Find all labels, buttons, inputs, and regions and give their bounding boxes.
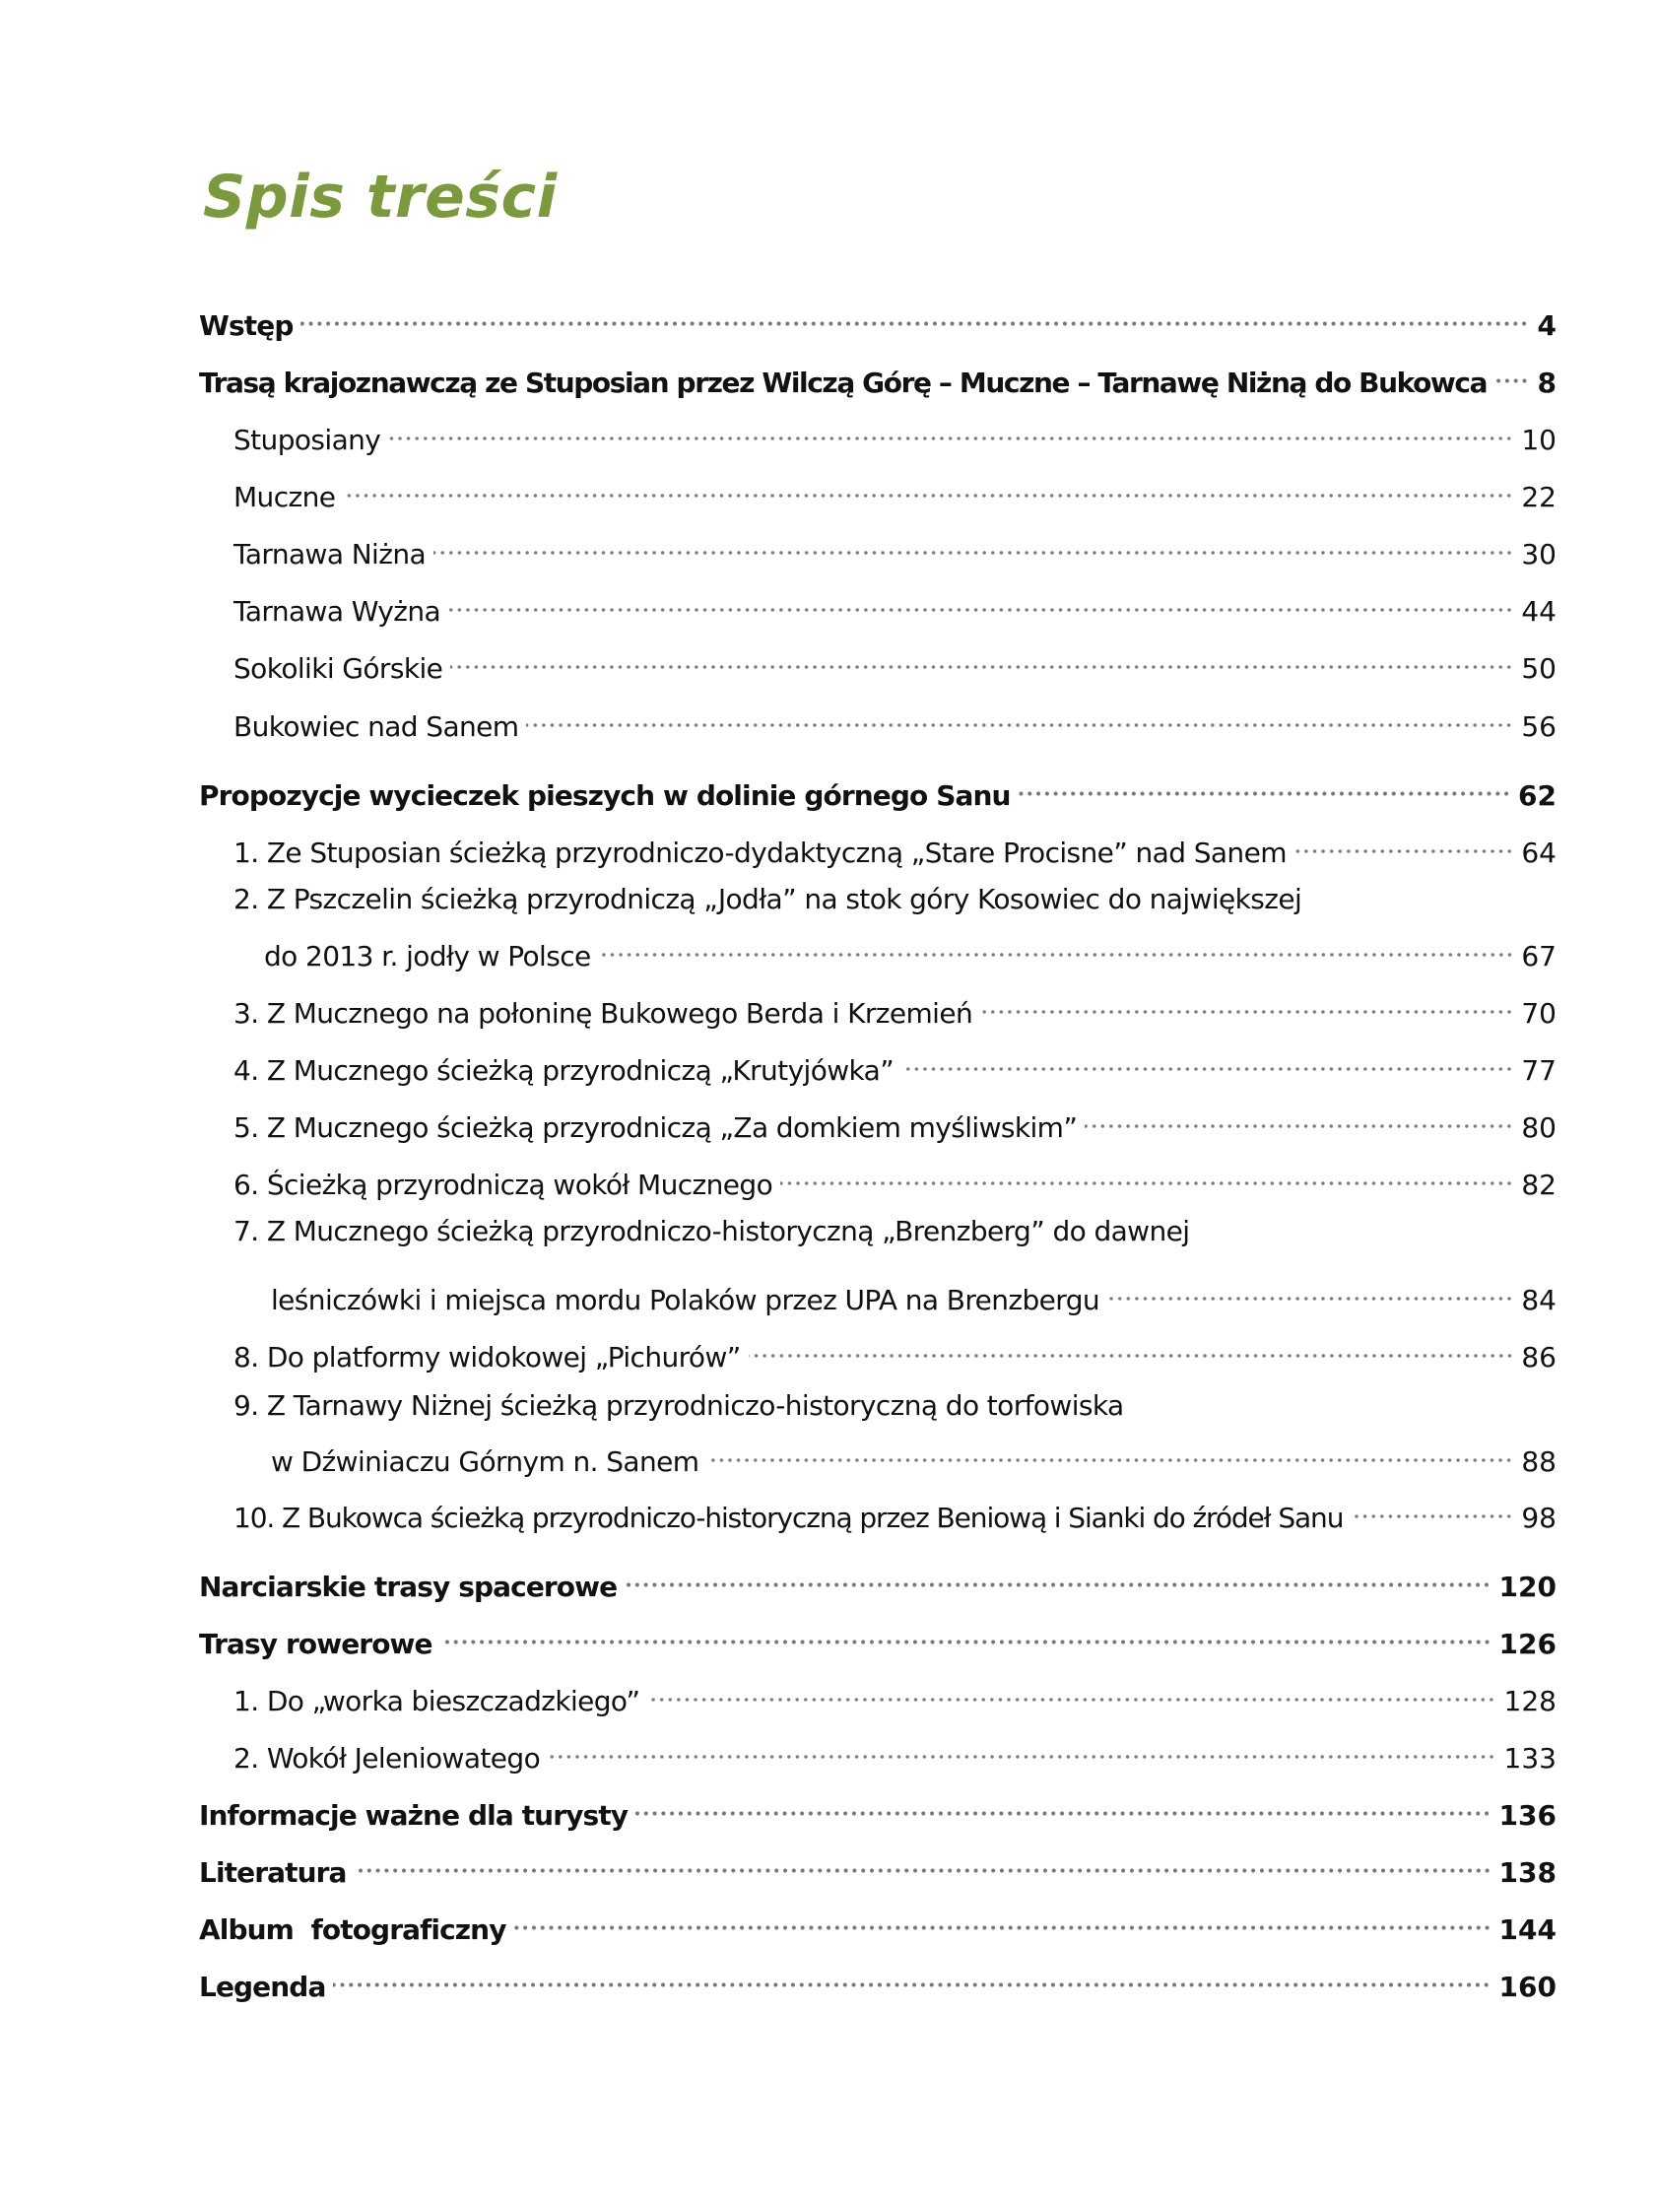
toc-entry-label: Legenda (199, 1971, 326, 2003)
toc-entry-label: Sokoliki Górskie (233, 652, 443, 685)
toc-entry-wycieczka-2-line1[interactable]: 2. Z Pszczelin ścieżką przyrodniczą „Jodła” na stok góry Kosowiec do największej (233, 883, 1302, 915)
toc-entry-label: Bukowiec nad Sanem (233, 710, 519, 743)
toc-entry-page: 64 (1521, 837, 1557, 869)
toc-entry-wycieczka-10[interactable] (233, 1488, 1557, 1534)
toc-entry-wycieczka-4[interactable] (233, 1040, 1557, 1087)
toc-entry-page: 30 (1521, 538, 1557, 570)
dot-leader (300, 296, 1529, 335)
toc-entry-page: 62 (1518, 779, 1557, 812)
dot-leader (388, 410, 1513, 449)
toc-entry-label: 10. Z Bukowca ścieżką przyrodniczo-historyczną przez Beniową i Sianki do źródeł Sanu (233, 1502, 1344, 1534)
toc-entry-label: Trasy rowerowe (199, 1628, 432, 1660)
toc-entry-label: 6. Ścieżką przyrodniczą wokół Mucznego (233, 1169, 773, 1201)
toc-entry-label: 1. Do „worka bieszczadzkiego” (233, 1685, 640, 1717)
dot-leader (1085, 1098, 1513, 1137)
toc-entry-label: Informacje ważne dla turysty (199, 1799, 629, 1832)
toc-entry-wycieczka-2[interactable] (264, 926, 1557, 972)
toc-entry-page: 136 (1498, 1799, 1557, 1832)
toc-entry-rower-1[interactable] (233, 1671, 1557, 1717)
toc-entry-label: 1. Ze Stuposian ścieżką przyrodniczo-dydaktyczną „Stare Procisne” nad Sanem (233, 837, 1287, 869)
dot-leader (440, 1614, 1491, 1653)
dot-leader (1107, 1270, 1513, 1309)
toc-entry-wycieczka-5[interactable] (233, 1098, 1557, 1144)
dot-leader (514, 1900, 1491, 1939)
toc-entry-label: Wstęp (199, 309, 294, 342)
toc-entry-muczne[interactable] (233, 467, 1557, 513)
dot-leader (450, 638, 1513, 678)
toc-entry-label: Narciarskie trasy spacerowe (199, 1571, 618, 1603)
toc-entry-label: 5. Z Mucznego ścieżką przyrodniczą „Za domkiem myśliwskim” (233, 1111, 1078, 1144)
toc-entry-page: 138 (1498, 1856, 1557, 1889)
toc-entry-page: 98 (1521, 1502, 1557, 1534)
toc-entry-page: 133 (1503, 1742, 1557, 1775)
dot-leader (1294, 823, 1513, 862)
toc-entry-legenda[interactable] (199, 1957, 1557, 2003)
toc-entry-page: 44 (1521, 595, 1557, 628)
dot-leader (548, 1728, 1495, 1768)
dot-leader (1494, 353, 1529, 392)
dot-leader (749, 1327, 1514, 1367)
toc-entry-trasy-rowerowe[interactable] (199, 1614, 1557, 1660)
toc-entry-tarnawa-wyzna[interactable] (233, 581, 1557, 628)
toc-entry-page: 120 (1498, 1571, 1557, 1603)
toc-entry-page: 8 (1537, 367, 1557, 399)
toc-entry-album-fotograficzny[interactable] (199, 1900, 1557, 1946)
toc-entry-wycieczka-7-line1[interactable]: 7. Z Mucznego ścieżką przyrodniczo-historyczną „Brenzberg” do dawnej (233, 1215, 1190, 1247)
dot-leader (343, 467, 1513, 506)
toc-entry-label: Trasą krajoznawczą ze Stuposian przez Wilczą Górę – Muczne – Tarnawę Niżną do Bukowca (199, 367, 1488, 399)
dot-leader (1351, 1488, 1513, 1527)
toc-entry-page: 126 (1498, 1628, 1557, 1660)
toc-entry-page: 160 (1498, 1971, 1557, 2003)
toc-entry-informacje[interactable] (199, 1785, 1557, 1832)
toc-entry-page: 67 (1521, 940, 1557, 972)
toc-entry-page: 50 (1521, 652, 1557, 685)
toc-entry-wycieczka-3[interactable] (233, 983, 1557, 1030)
toc-entry-stuposiany[interactable] (233, 410, 1557, 456)
toc-entry-page: 56 (1521, 710, 1557, 743)
toc-entry-page: 80 (1521, 1111, 1557, 1144)
toc-entry-page: 82 (1521, 1169, 1557, 1201)
toc-entry-wycieczka-7[interactable] (271, 1270, 1557, 1316)
toc-entry-label: 4. Z Mucznego ścieżką przyrodniczą „Krutyjówka” (233, 1054, 895, 1087)
dot-leader (980, 983, 1513, 1023)
toc-entry-propozycje-wycieczek[interactable] (199, 766, 1557, 812)
dot-leader (1019, 766, 1510, 805)
dot-leader (433, 524, 1513, 564)
toc-entry-page: 4 (1537, 309, 1557, 342)
dot-leader (448, 581, 1513, 621)
toc-entry-literatura[interactable] (199, 1843, 1557, 1889)
toc-entry-wstep[interactable] (199, 296, 1557, 342)
toc-entry-page: 10 (1521, 424, 1557, 456)
dot-leader (647, 1671, 1495, 1710)
dot-leader (635, 1785, 1491, 1825)
toc-entry-wycieczka-9-line1[interactable]: 9. Z Tarnawy Niżnej ścieżką przyrodniczo-historyczną do torfowiska (233, 1389, 1124, 1422)
toc-entry-label: leśniczówki i miejsca mordu Polaków przez UPA na Brenzbergu (271, 1284, 1100, 1316)
toc-entry-label: 2. Wokół Jeleniowatego (233, 1742, 541, 1775)
dot-leader (625, 1557, 1491, 1596)
toc-entry-sokoliki-gorskie[interactable] (233, 638, 1557, 685)
toc-entry-wycieczka-6[interactable] (233, 1155, 1557, 1201)
page-title: Spis treści (203, 163, 558, 232)
toc-entry-page: 84 (1521, 1284, 1557, 1316)
toc-entry-label: Tarnawa Niżna (233, 538, 427, 570)
dot-leader (333, 1957, 1491, 1996)
dot-leader (599, 926, 1514, 966)
toc-entry-page: 144 (1498, 1913, 1557, 1946)
toc-entry-bukowiec-nad-sanem[interactable] (233, 697, 1557, 743)
toc-entry-page: 86 (1521, 1341, 1557, 1374)
toc-entry-rower-2[interactable] (233, 1728, 1557, 1775)
toc-entry-page: 22 (1521, 481, 1557, 513)
toc-entry-label: Propozycje wycieczek pieszych w dolinie górnego Sanu (199, 779, 1011, 812)
toc-entry-label: Stuposiany (233, 424, 381, 456)
toc-entry-tarnawa-nizna[interactable] (233, 524, 1557, 570)
toc-entry-label: Literatura (199, 1856, 347, 1889)
toc-entry-page: 88 (1521, 1445, 1557, 1478)
dot-leader (780, 1155, 1513, 1194)
toc-entry-label: Muczne (233, 481, 336, 513)
toc-entry-page: 128 (1503, 1685, 1557, 1717)
toc-entry-trasa-krajoznawcza[interactable] (199, 353, 1557, 399)
toc-entry-wycieczka-1[interactable] (233, 823, 1557, 869)
toc-entry-page: 77 (1521, 1054, 1557, 1087)
toc-entry-label: do 2013 r. jodły w Polsce (264, 940, 591, 972)
toc-entry-label: w Dźwiniaczu Górnym n. Sanem (271, 1445, 699, 1478)
toc-entry-narciarskie-trasy[interactable] (199, 1557, 1557, 1603)
toc-entry-label: 3. Z Mucznego na połoninę Bukowego Berda i Krzemień (233, 997, 973, 1030)
dot-leader (526, 697, 1513, 736)
toc-entry-label: Album fotograficzny (199, 1913, 506, 1946)
toc-entry-label: Tarnawa Wyżna (233, 595, 441, 628)
toc-entry-wycieczka-8[interactable] (233, 1327, 1557, 1374)
dot-leader (901, 1040, 1513, 1080)
dot-leader (706, 1432, 1513, 1471)
toc-entry-wycieczka-9[interactable] (271, 1432, 1557, 1478)
dot-leader (355, 1843, 1491, 1882)
toc-entry-label: 8. Do platformy widokowej „Pichurów” (233, 1341, 741, 1374)
toc-entry-page: 70 (1521, 997, 1557, 1030)
